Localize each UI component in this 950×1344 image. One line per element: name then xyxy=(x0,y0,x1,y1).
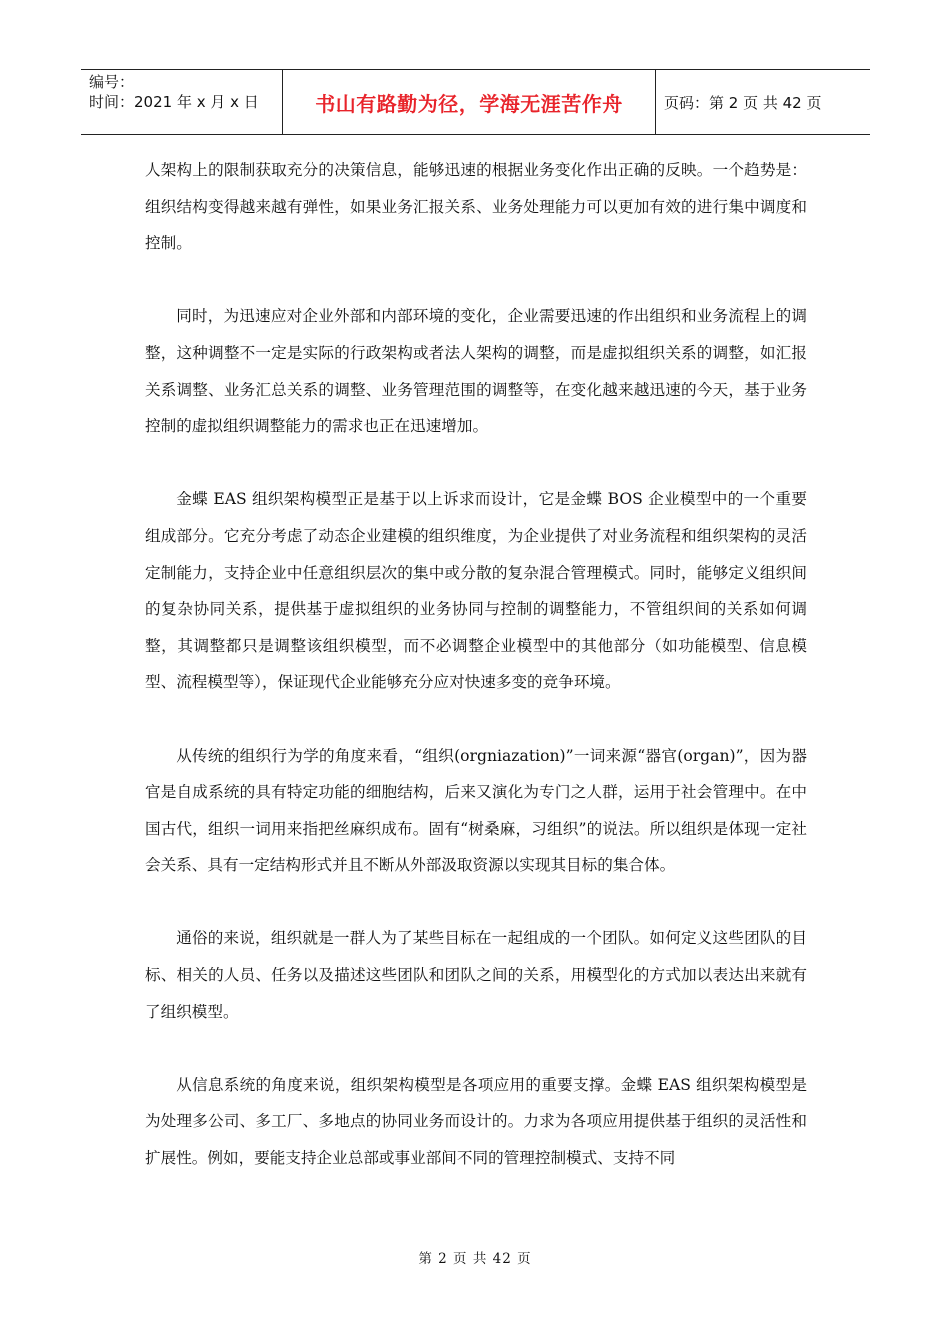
document-date-label: 时间：2021 年 x 月 x 日 xyxy=(89,93,259,111)
header-page-info: 页码：第 2 页 共 42 页 xyxy=(664,93,822,112)
body-paragraph: 金蝶 EAS 组织架构模型正是基于以上诉求而设计，它是金蝶 BOS 企业模型中的一个重要组成部分。它充分考虑了动态企业建模的组织维度，为企业提供了对业务流程和组织架构的灵活定制能力，支持企业中任意组织层次的集中或分散的复杂混合管理模式。同时，能够定义组织间的复杂协同关系，提供基于虚拟组织的业务协同与控制的调整能力，不管组织间的关系如何调整，其调整都只是调整该组织模型，而不必调整企业模型中的其他部分（如功能模型、信息模型、流程模型等），保证现代企业能够充分应对快速多变的竞争环境。 xyxy=(145,490,807,692)
header-meta-cell xyxy=(81,70,283,134)
body-paragraph: 从信息系统的角度来说，组织架构模型是各项应用的重要支撑。金蝶 EAS 组织架构模型是为处理多公司、多工厂、多地点的协同业务而设计的。力求为各项应用提供基于组织的灵活性和扩展性。例如，要能支持企业总部或事业部间不同的管理控制模式、支持不同 xyxy=(145,1075,807,1168)
page-footer: 第 2 页 共 42 页 xyxy=(418,1251,532,1267)
body-paragraph: 人架构上的限制获取充分的决策信息，能够迅速的根据业务变化作出正确的反映。一个趋势是：组织结构变得越来越有弹性，如果业务汇报关系、业务处理能力可以更加有效的进行集中调度和控制。 xyxy=(145,161,807,253)
body-paragraph: 从传统的组织行为学的角度来看，“组织(orgniazation)”一词来源“器官(organ)”，因为器官是自成系统的具有特定功能的细胞结构，后来又演化为专门之人群，运用于社会管理中。在中国古代，组织一词用来指把丝麻织成布。固有“树桑麻，习组织”的说法。所以组织是体现一定社会关系、具有一定结构形式并且不断从外部汲取资源以实现其目标的集合体。 xyxy=(145,746,807,875)
body-paragraph: 通俗的来说，组织就是一群人为了某些目标在一起组成的一个团队。如何定义这些团队的目标、相关的人员、任务以及描述这些团队和团队之间的关系，用模型化的方式加以表达出来就有了组织模型。 xyxy=(145,929,807,1021)
header-motto: 书山有路勤为径，学海无涯苦作舟 xyxy=(283,70,656,134)
document-header xyxy=(81,69,870,135)
body-paragraph: 同时，为迅速应对企业外部和内部环境的变化，企业需要迅速的作出组织和业务流程上的调整，这种调整不一定是实际的行政架构或者法人架构的调整，而是虚拟组织关系的调整，如汇报关系调整、业务汇总关系的调整、业务管理范围的调整等，在变化越来越迅速的今天，基于业务控制的虚拟组织调整能力的需求也正在迅速增加。 xyxy=(145,307,807,436)
document-number-label: 编号： xyxy=(89,73,135,91)
document-body xyxy=(145,152,807,1177)
